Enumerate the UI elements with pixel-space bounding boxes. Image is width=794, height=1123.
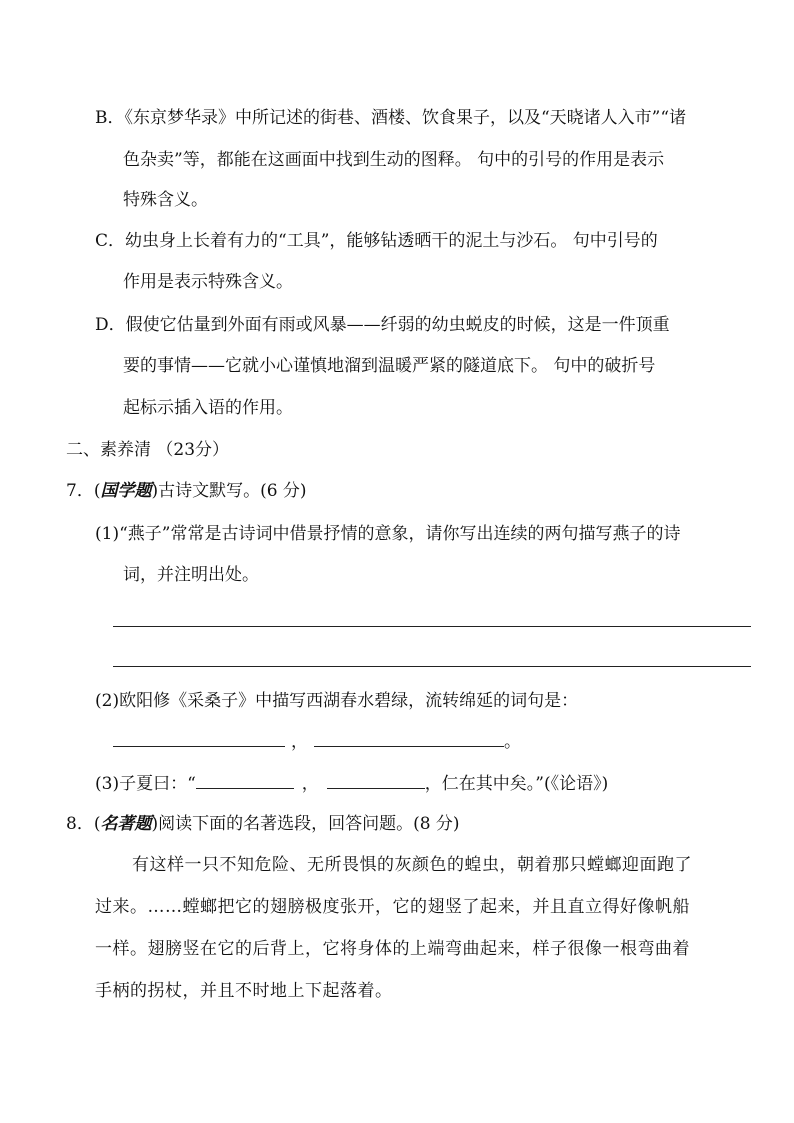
answer-line-2[interactable] — [113, 666, 751, 667]
option-d-line-2: 要的事情——它就小心谨慎地溜到温暖严紧的隧道底下。 句中的破折号 — [123, 356, 656, 376]
passage-line-1: 有这样一只不知危险、无所畏惧的灰颜色的蝗虫，朝着那只螳螂迎面跑了 — [132, 855, 692, 875]
q7-part3-start: (3)子夏曰：“ — [95, 774, 196, 794]
period: 。 — [504, 732, 521, 752]
option-c-line-1: C．幼虫身上长着有力的“工具”，能够钻透晒干的泥土与沙石。 句中引号的 — [95, 231, 658, 251]
passage-line-4: 手柄的拐杖，并且不时地上下起落着。 — [95, 981, 393, 1001]
option-b-line-1: B．《东京梦华录》中所记述的街巷、酒楼、饮食果子，以及“天晓诸人入市”“诸 — [95, 108, 687, 128]
q7-part3 — [95, 770, 608, 796]
q7-part3-end: ，仁在其中矣。”(《论语》) — [424, 774, 609, 794]
option-b-line-3: 特殊含义。 — [123, 190, 208, 210]
answer-blank-3b[interactable] — [327, 770, 425, 789]
question-8-title — [66, 812, 460, 836]
q7-part2-prompt: (2)欧阳修《采桑子》中描写西湖春水碧绿，流转绵延的词句是： — [95, 691, 579, 711]
question-7-tag: 国学题 — [100, 481, 152, 501]
question-8-text: )阅读下面的名著选段，回答问题。(8 分) — [151, 814, 460, 834]
passage-line-2: 过来。……螳螂把它的翅膀极度张开，它的翅竖了起来，并且直立得好像帆船 — [95, 897, 690, 917]
option-d-line-3: 起标示插入语的作用。 — [123, 398, 293, 418]
section-heading: 二、素养清 （23分） — [66, 440, 230, 460]
answer-line-1[interactable] — [113, 626, 751, 627]
question-7-text: )古诗文默写。(6 分) — [151, 481, 307, 501]
option-d-line-1: D．假使它估量到外面有雨或风暴——纤弱的幼虫蜕皮的时候，这是一件顶重 — [95, 315, 670, 335]
q7-part1-line-2: 词，并注明出处。 — [123, 565, 259, 585]
question-7-number: 7．( — [66, 481, 101, 501]
option-c-line-2: 作用是表示特殊含义。 — [123, 272, 293, 292]
q7-part2-blanks — [113, 728, 521, 754]
answer-blank-2a[interactable] — [113, 728, 285, 747]
q7-part1-line-1: (1)“燕子”常常是古诗词中借景抒情的意象，请你写出连续的两句描写燕子的诗 — [95, 524, 681, 544]
question-8-number: 8．( — [66, 814, 101, 834]
comma: ， — [291, 732, 308, 752]
question-8-tag: 名著题 — [100, 814, 152, 834]
option-b-line-2: 色杂卖”等，都能在这画面中找到生动的图释。 句中的引号的作用是表示 — [123, 150, 665, 170]
comma: ， — [301, 774, 319, 794]
answer-blank-2b[interactable] — [314, 728, 504, 747]
question-7-title — [66, 479, 307, 503]
passage-line-3: 一样。翅膀竖在它的后背上，它将身体的上端弯曲起来，样子很像一根弯曲着 — [95, 939, 690, 959]
answer-blank-3a[interactable] — [196, 770, 294, 789]
